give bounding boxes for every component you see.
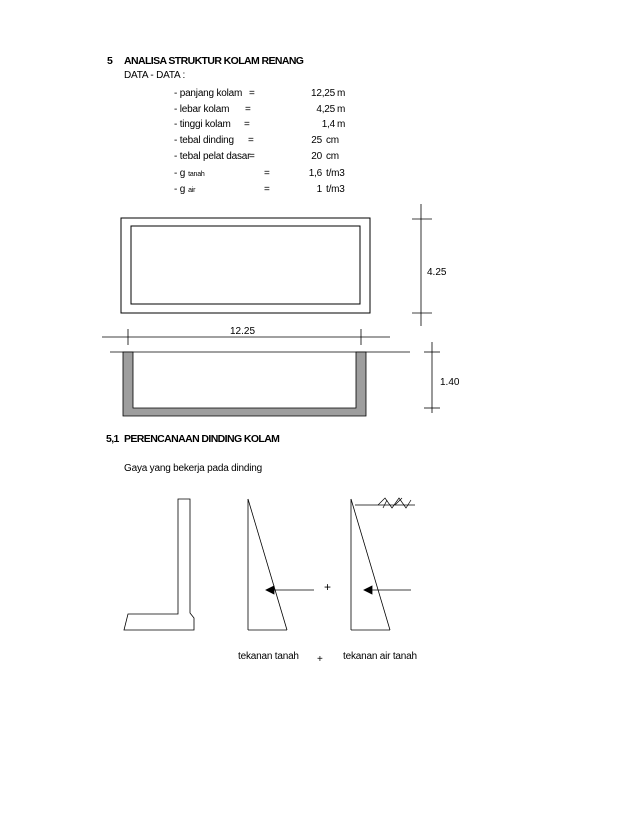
gamma-subscript: tanah	[188, 171, 205, 178]
data-eq: =	[249, 151, 255, 162]
data-unit: t/m3	[326, 168, 345, 179]
dim-depth	[424, 342, 440, 413]
water-pressure-diagram	[351, 499, 411, 630]
data-eq: =	[248, 135, 254, 146]
data-label-panjang: - panjang kolam	[174, 88, 243, 99]
data-unit: m	[337, 88, 346, 99]
data-heading: DATA - DATA :	[124, 70, 186, 81]
data-unit: m	[337, 104, 346, 115]
pool-plan	[121, 218, 370, 313]
pool-plan-inner	[131, 226, 360, 304]
subsection-number: 5,1	[106, 433, 119, 445]
data-label-tebal-pelat: - tebal pelat dasar	[174, 151, 251, 162]
width-dimension-label: 4.25	[427, 267, 447, 278]
section-title: ANALISA STRUKTUR KOLAM RENANG	[124, 55, 304, 67]
data-label-tebal-dinding: - tebal dinding	[174, 135, 234, 146]
data-label-lebar: - lebar kolam	[174, 104, 230, 115]
wall-diagram	[124, 499, 194, 630]
pool-plan-outer	[121, 218, 370, 313]
data-eq: =	[249, 88, 255, 99]
subsection-title: PERENCANAAN DINDING KOLAM	[124, 433, 280, 445]
data-label-tinggi: - tinggi kolam	[174, 119, 231, 130]
gamma-prefix: - g	[174, 168, 186, 179]
gamma-subscript: air	[188, 187, 196, 194]
data-value: 1	[316, 184, 322, 195]
gamma-prefix: - g	[174, 184, 186, 195]
data-eq: =	[245, 104, 251, 115]
data-unit: cm	[326, 151, 339, 162]
data-value: 12,25	[310, 88, 335, 99]
plus-sign-diagram: +	[324, 580, 332, 594]
length-dimension-label: 12.25	[230, 326, 256, 337]
pool-section-shell	[123, 352, 366, 416]
wall-l-shape	[124, 499, 194, 630]
pool-section	[110, 352, 410, 416]
dim-width	[412, 204, 432, 326]
data-unit: m	[337, 119, 346, 130]
label-plus: +	[317, 654, 323, 665]
data-value: 4,25	[316, 104, 335, 115]
data-value: 1,4	[321, 119, 335, 130]
data-eq: =	[264, 168, 270, 179]
label-tekanan-air-tanah: tekanan air tanah	[343, 651, 417, 662]
depth-dimension-label: 1.40	[440, 377, 460, 388]
data-value: 20	[311, 151, 322, 162]
soil-pressure-diagram	[248, 499, 314, 630]
data-unit: cm	[326, 135, 339, 146]
data-unit: t/m3	[326, 184, 345, 195]
forces-caption: Gaya yang bekerja pada dinding	[124, 463, 262, 474]
data-value: 25	[311, 135, 322, 146]
ground-hatch-icon	[355, 498, 415, 508]
data-eq: =	[244, 119, 250, 130]
data-value: 1,6	[308, 168, 322, 179]
label-tekanan-tanah: tekanan tanah	[238, 651, 299, 662]
section-number: 5	[107, 55, 113, 67]
data-eq: =	[264, 184, 270, 195]
